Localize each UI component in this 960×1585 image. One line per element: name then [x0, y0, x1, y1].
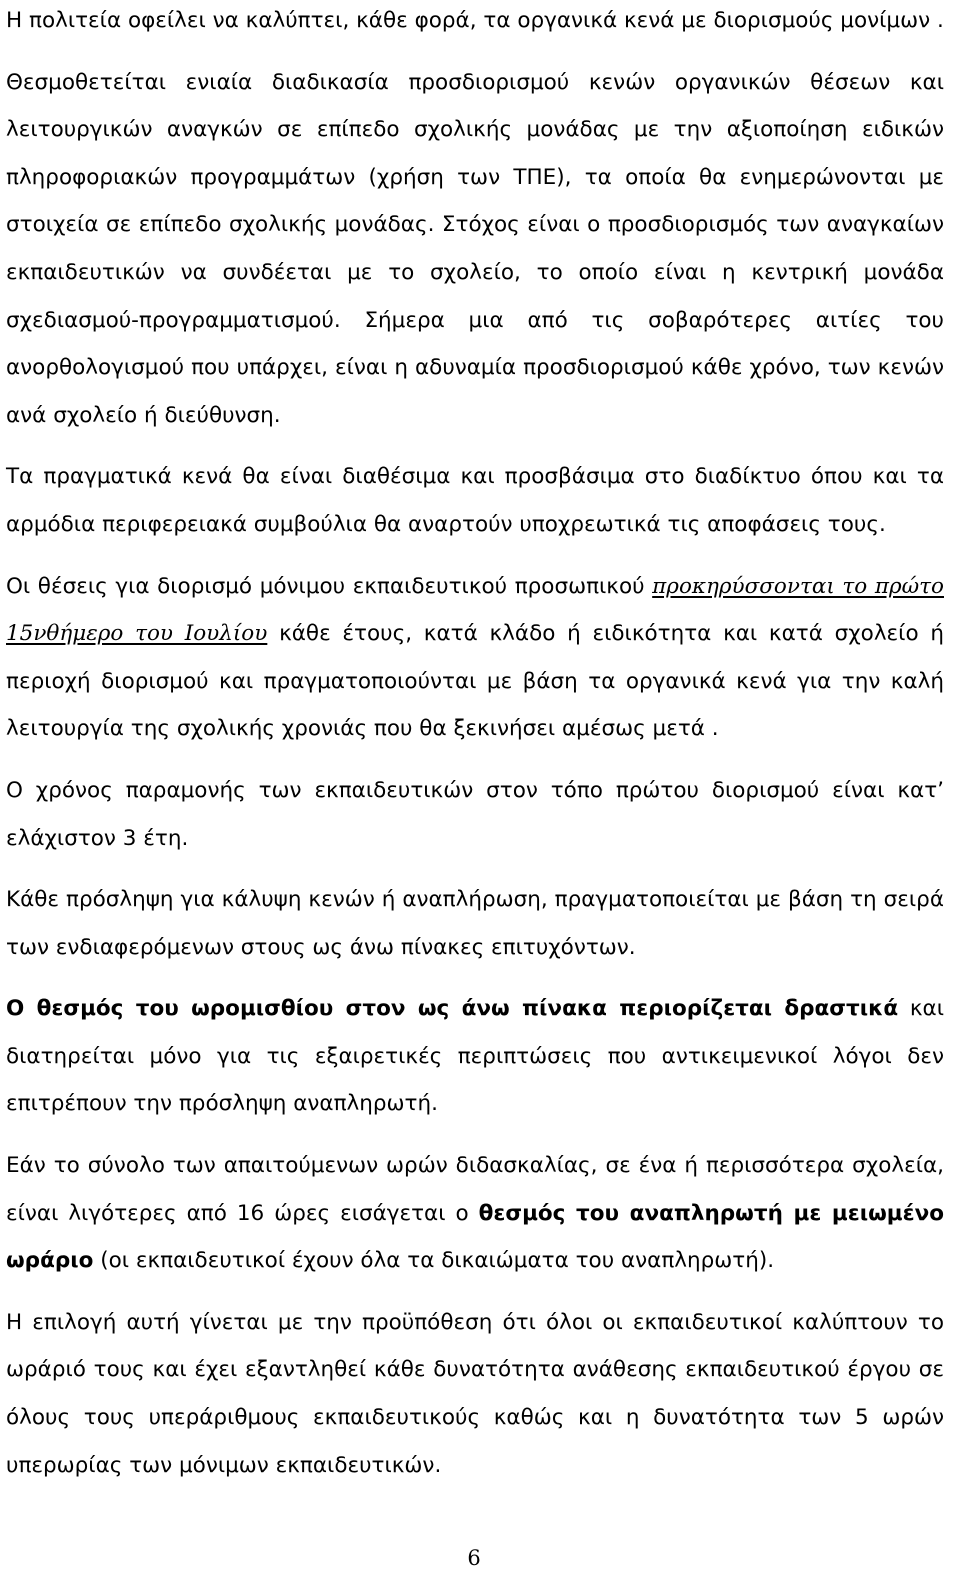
- paragraph: [6, 59, 944, 440]
- text-segment: Τα πραγματικά κενά θα είναι διαθέσιμα και προσβάσιμα στο διαδίκτυο όπου και τα αρμόδια περιφερειακά συμβούλια θα αναρτούν υποχρεωτικά τις αποφάσεις τους.: [6, 464, 944, 537]
- text-segment: Η επιλογή αυτή γίνεται με την προϋπόθεση ότι όλοι οι εκπαιδευτικοί καλύπτουν το ωράριό τους και έχει εξαντληθεί κάθε δυνατότητα ανάθεσης εκπαιδευτικού έργου σε όλους τους υπεράριθμους εκπαιδευτικούς καθώς και η δυνατότητα των 5 ωρών υπερωρίας των μόνιμων εκπαιδευτικών.: [6, 1309, 944, 1478]
- page-number: 6: [467, 1546, 481, 1570]
- text-segment: Εάν το σύνολο των απαιτούμενων ωρών διδασκαλίας, σε ένα ή περισσότερα σχολεία, είναι λιγότερες από 16 ώρες εισάγεται ο: [6, 1153, 944, 1226]
- bold-text: Ο θεσμός του ωρομισθίου στον ως άνω πίνακα περιορίζεται δραστικά: [6, 996, 899, 1022]
- text-segment: Θεσμοθετείται ενιαία διαδικασία προσδιορισμού κενών οργανικών θέσεων και λειτουργικών αναγκών σε επίπεδο σχολικής μονάδας με την αξιοποίηση ειδικών πληροφοριακών προγραμμάτων (χρήση των ΤΠΕ), τα οποία θα ενημερώνονται με στοιχεία σε επίπεδο σχολικής μονάδας. Στόχος είναι ο προσδιορισμός των αναγκαίων εκπαιδευτικών να συνδέεται με το σχολείο, το οποίο είναι η κεντρική μονάδα σχεδιασμού-προγραμματισμού. Σήμερα μια από τις σοβαρότερες αιτίες του ανορθολογισμού που υπάρχει, είναι η αδυναμία προσδιορισμού κάθε χρόνο, των κενών ανά σχολείο ή διεύθυνση.: [6, 69, 944, 428]
- paragraph: [6, 0, 944, 45]
- emphasized-text: προκηρύσσονται το πρώτο 15νθήμερο του Ιουλίου: [6, 573, 944, 647]
- bold-text: θεσμός του αναπληρωτή με μειωμένο ωράριο: [6, 1200, 944, 1274]
- paragraph: [6, 985, 944, 1128]
- text-segment: (οι εκπαιδευτικοί έχουν όλα τα δικαιώματα του αναπληρωτή).: [93, 1248, 775, 1274]
- paragraph: [6, 1299, 944, 1489]
- text-segment: Η πολιτεία οφείλει να καλύπτει, κάθε φορά, τα οργανικά κενά με διορισμούς μονίμων .: [6, 8, 944, 33]
- text-segment: Ο χρόνος παραμονής των εκπαιδευτικών στον τόπο πρώτου διορισμού είναι κατ’ ελάχιστον 3 έτη.: [6, 777, 944, 851]
- text-segment: Οι θέσεις για διορισμό μόνιμου εκπαιδευτικού προσωπικού: [6, 573, 653, 599]
- text-segment: κάθε έτους, κατά κλάδο ή ειδικότητα και κατά σχολείο ή περιοχή διορισμού και πραγματοποιούνται με βάση τα οργανικά κενά για την καλή λειτουργία της σχολικής χρονιάς που θα ξεκινήσει αμέσως μετά .: [6, 621, 944, 742]
- text-segment: και διατηρείται μόνο για τις εξαιρετικές περιπτώσεις που αντικειμενικοί λόγοι δεν επιτρέπουν την πρόσληψη αναπληρωτή.: [6, 996, 944, 1117]
- text-segment: Κάθε πρόσληψη για κάλυψη κενών ή αναπλήρωση, πραγματοποιείται με βάση τη σειρά των ενδιαφερόμενων στους ως άνω πίνακες επιτυχόντων.: [6, 887, 944, 960]
- paragraph: [6, 876, 944, 971]
- document-body: [6, 0, 944, 1503]
- paragraph: [6, 767, 944, 862]
- paragraph: [6, 1142, 944, 1285]
- paragraph: [6, 563, 944, 753]
- paragraph: [6, 453, 944, 548]
